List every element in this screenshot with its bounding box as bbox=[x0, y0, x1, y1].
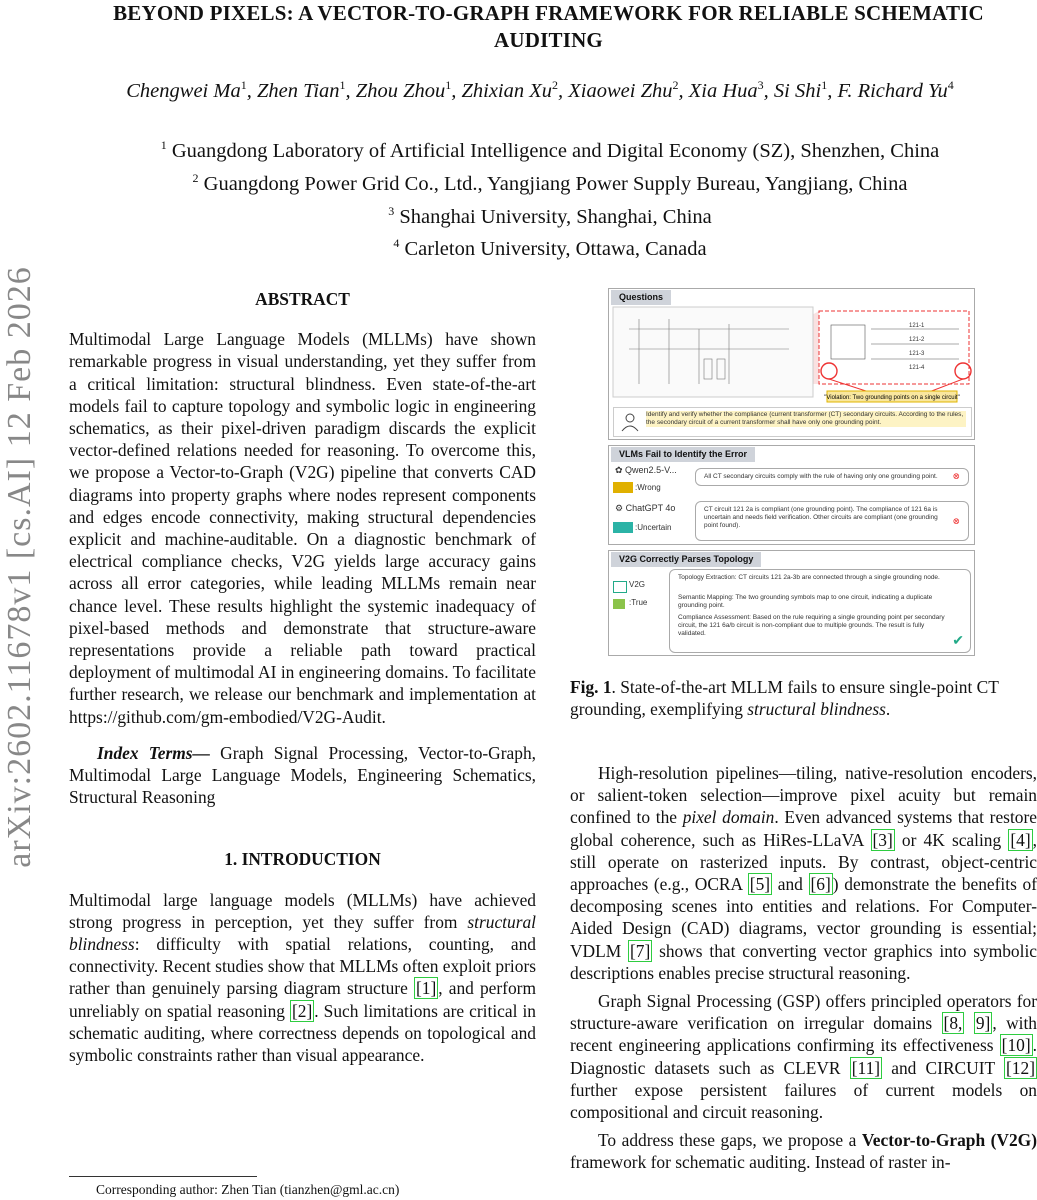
panel-label: VLMs Fail to Identify the Error bbox=[611, 447, 755, 462]
author: F. Richard Yu$^4$ bbox=[837, 78, 954, 102]
arxiv-stamp: arXiv:2602.11678v1 [cs.AI] 12 Feb 2026 bbox=[1, 266, 38, 868]
model-result: :Wrong bbox=[635, 483, 661, 492]
author-list bbox=[40, 78, 1037, 103]
uncertain-swatch bbox=[613, 522, 633, 533]
paragraph: High-resolution pipelines—tiling, native-resolution encoders, or salient-token selection—improve pixel acuity but remain confined to the pixel domain. Even advanced systems that restore global coherence, such as HiRes-LLaVA [3] or 4K scaling [4] , still operate on rasterized inputs. By contrast, object-centric approaches (e.g., OCRA [5] and [6] ) demonstrate the benefits of decomposing scenes into entities and relations. For Computer-Aided Design (CAD) diagrams, vector grounding is essential; VDLM [7] shows that converting vector graphics into symbolic descriptions enables precise structural reasoning. bbox=[570, 763, 1037, 983]
citation-link[interactable]: [4] bbox=[1010, 829, 1031, 850]
citation-link[interactable]: [8, bbox=[943, 1013, 963, 1034]
svg-text:121-2: 121-2 bbox=[909, 337, 925, 343]
citation-link[interactable]: [2] bbox=[292, 1000, 313, 1021]
wrong-swatch bbox=[613, 482, 633, 493]
questions-panel bbox=[608, 288, 975, 440]
affiliation: $^3$ Shanghai University, Shanghai, China bbox=[388, 203, 712, 228]
author: Xiaowei Zhu$^2$, bbox=[568, 78, 689, 102]
cross-icon: ⊗ bbox=[952, 471, 960, 481]
svg-text:121-1: 121-1 bbox=[909, 323, 925, 329]
affiliation: $^4$ Carleton University, Ottawa, Canada bbox=[393, 236, 707, 261]
author: Zhen Tian$^1$, bbox=[256, 78, 356, 102]
answer-bubble bbox=[695, 468, 969, 486]
svg-text:121-3: 121-3 bbox=[909, 351, 925, 357]
model-icon: ✿ bbox=[615, 465, 626, 475]
intro-paragraph: Multimodal large language models (MLLMs) have achieved strong progress in perception, yet they suffer from structural blindness: difficulty with spatial relations, counting, and connectivity. Recent studies show that MLLMs often exploit priors rather than genuinely parsing diagram structure [1] , and perform unreliably on spatial reasoning [2] . Such limitations are critical in schematic auditing, where correctness depends on topological and symbolic constraints rather than visual appearance. bbox=[69, 889, 536, 1066]
v2g-line: Semantic Mapping: The two grounding symbols map to one circuit, indicating a duplicate grounding point. bbox=[678, 594, 933, 609]
v2g-line: Compliance Assessment: Based on the rule requiring a single grounding point per secondary circuit, the 121 6a/b circuit is non-compliant due to multiple grounds. The result is fully validated. bbox=[678, 614, 945, 637]
paper-title: BEYOND PIXELS: A VECTOR-TO-GRAPH FRAMEWORK FOR RELIABLE SCHEMATIC AUDITING bbox=[113, 1, 984, 52]
question-box bbox=[613, 407, 972, 437]
affiliation: $^1$ Guangdong Laboratory of Artificial Intelligence and Digital Economy (SZ), Shenzhen, China bbox=[160, 138, 940, 162]
true-swatch bbox=[613, 599, 625, 609]
model-name: ⚙ ChatGPT 4o bbox=[615, 503, 676, 513]
index-terms: Index Terms— Graph Signal Processing, Vector-to-Graph, Multimodal Large Language Models, Engineering Schematics, Structural Reasoning bbox=[69, 742, 536, 808]
model-result: :True bbox=[629, 598, 648, 607]
author: Si Shi$^1$, bbox=[773, 78, 838, 102]
footnote-rule bbox=[69, 1176, 257, 1177]
v2g-answer-bubble bbox=[669, 569, 971, 653]
v2g-line: Topology Extraction: CT circuits 121 2a-3b are connected through a single grounding node. bbox=[678, 574, 940, 581]
model-answer: CT circuit 121 2a is compliant (one grounding point). The compliance of 121 6a is uncertain and needs field verification. Other circuits are compliant (one grounding point found). bbox=[704, 506, 938, 529]
right-column bbox=[570, 762, 1037, 1174]
violation-label: "Violation: Two grounding points on a single circuit" bbox=[824, 395, 960, 401]
answer-bubble bbox=[695, 501, 969, 541]
panel-label: Questions bbox=[611, 290, 671, 305]
question-text: Identify and verify whether the compliance (current transformer (CT) secondary circuits. According to the rules, the secondary circuit of a current transformer shall have only one grounding point. bbox=[646, 411, 966, 427]
author: Chengwei Ma$^1$, bbox=[126, 78, 257, 102]
footnote: Corresponding author: Zhen Tian (tianzhen@gml.ac.cn) bbox=[96, 1182, 400, 1197]
model-name: ✿ Qwen2.5-V... bbox=[615, 465, 677, 475]
author: Zhixian Xu$^2$, bbox=[461, 78, 569, 102]
intro-heading: 1. INTRODUCTION bbox=[224, 849, 381, 870]
left-column bbox=[69, 288, 536, 1066]
citation-link[interactable]: [6] bbox=[810, 874, 831, 895]
citation-link[interactable]: [7] bbox=[630, 940, 651, 961]
panel-label: V2G Correctly Parses Topology bbox=[611, 552, 761, 567]
author: Zhou Zhou$^1$, bbox=[355, 78, 462, 102]
cross-icon: ⊗ bbox=[952, 516, 960, 526]
model-answer: All CT secondary circuits comply with the rule of having only one grounding point. bbox=[704, 473, 938, 480]
model-name: V2G bbox=[629, 580, 646, 589]
abstract-text: Multimodal Large Language Models (MLLMs) have shown remarkable progress in visual understanding, yet they suffer from a critical limitation: structural blindness. Even state-of-the-art models fail to capture topology and symbolic logic in engineering schematics, as their pixel-driven paradigm discards the explicit vector-defined relations needed for reasoning. To overcome this, we propose a Vector-to-Graph (V2G) pipeline that converts CAD diagrams into property graphs where nodes represent components and edges encode connectivity, making structural dependencies explicit and machine-auditable. On a diagnostic benchmark of electrical compliance checks, V2G yields large accuracy gains across all error categories, while leading MLLMs remain near chance level. These results highlight the systemic inadequacy of pixel-based methods and demonstrate that structure-aware representations provide a reliable path toward practical deployment of multimodal AI in engineering domains. To facilitate further research, we release our benchmark and implementation at https://github.com/gm-embodied/V2G-Audit. bbox=[69, 329, 536, 727]
vlm-fail-panel bbox=[608, 445, 975, 545]
affiliation-list bbox=[60, 132, 1037, 263]
abstract-heading: ABSTRACT bbox=[255, 289, 350, 309]
figure-caption: Fig. 1. State-of-the-art MLLM fails to ensure single-point CT grounding, exemplifying structural blindness. bbox=[570, 677, 999, 720]
paragraph: To address these gaps, we propose a Vector-to-Graph (V2G) framework for schematic auditing. Instead of raster in- bbox=[570, 1130, 1037, 1173]
v2g-panel bbox=[608, 550, 975, 656]
citation-link[interactable]: [12] bbox=[1006, 1057, 1035, 1078]
svg-text:121-4: 121-4 bbox=[909, 365, 925, 371]
model-result: :Uncertain bbox=[635, 523, 672, 532]
user-icon bbox=[620, 412, 640, 432]
check-icon: ✔ bbox=[952, 634, 964, 649]
citation-link[interactable]: [5] bbox=[749, 874, 771, 895]
author: Xia Hua$^3$, bbox=[688, 78, 774, 102]
figure-1 bbox=[608, 288, 975, 656]
citation-link[interactable]: 9] bbox=[975, 1013, 991, 1034]
citation-link[interactable]: [11] bbox=[851, 1057, 881, 1078]
graph-icon bbox=[613, 581, 627, 593]
openai-icon: ⚙ bbox=[615, 503, 626, 513]
citation-link[interactable]: [10] bbox=[1001, 1035, 1031, 1056]
affiliation: $^2$ Guangdong Power Grid Co., Ltd., Yangjiang Power Supply Bureau, Yangjiang, China bbox=[192, 170, 908, 195]
citation-link[interactable]: [1] bbox=[415, 978, 437, 999]
paragraph: Graph Signal Processing (GSP) offers principled operators for structure-aware verification on irregular domains [8, 9] , with recent engineering applications confirming its effectiveness [10] . Diagnostic datasets such as CLEVR [11] and CIRCUIT [12] further expose persistent failures of current models on compositional and circuit reasoning. bbox=[570, 991, 1037, 1123]
citation-link[interactable]: [3] bbox=[872, 829, 893, 850]
